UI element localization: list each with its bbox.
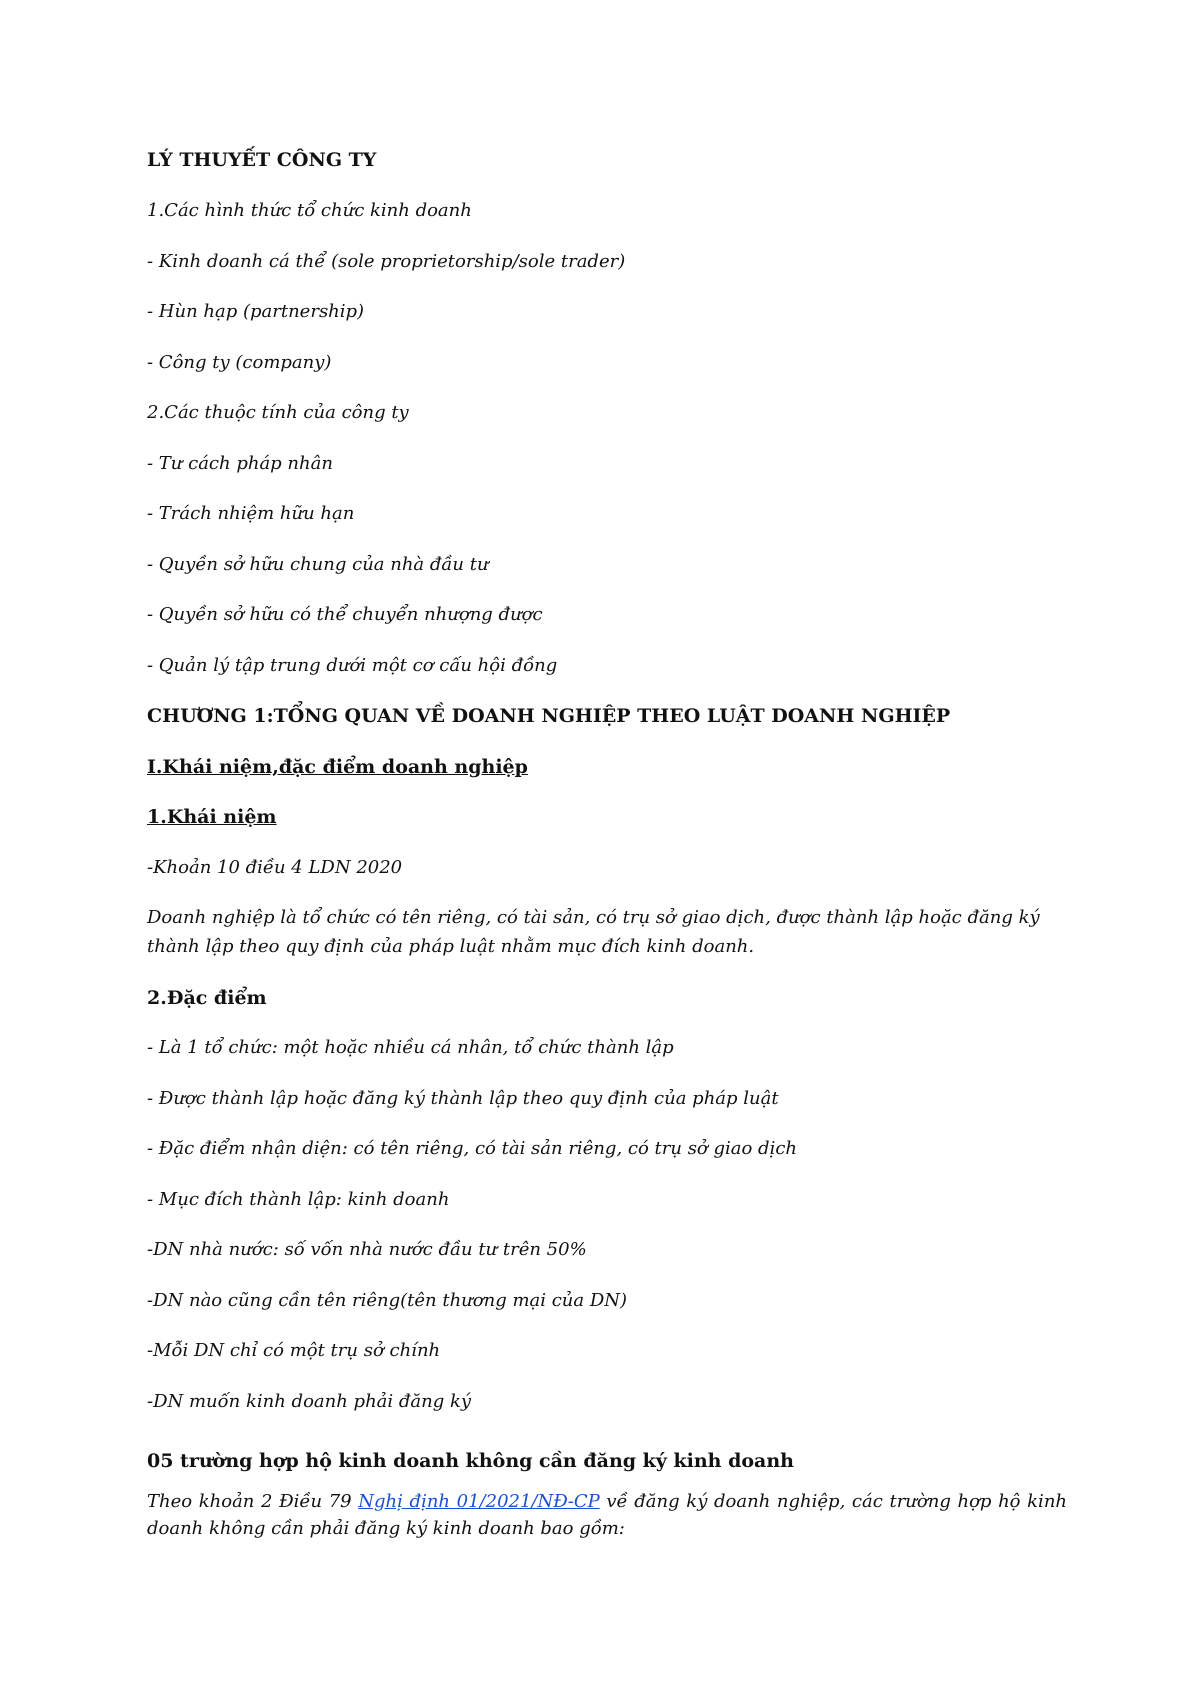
list-item: - Quản lý tập trung dưới một cơ cấu hội đồng	[147, 655, 558, 676]
cases-heading: 05 trường hợp hộ kinh doanh không cần đăng ký kinh doanh	[147, 1450, 794, 1472]
document-title: LÝ THUYẾT CÔNG TY	[147, 149, 377, 171]
list-item: - Là 1 tổ chức: một hoặc nhiều cá nhân, tổ chức thành lập	[147, 1037, 674, 1058]
section-2-heading: 2.Các thuộc tính của công ty	[147, 402, 409, 423]
list-item: -DN nhà nước: số vốn nhà nước đầu tư trên 50%	[147, 1239, 587, 1260]
concept-definition: Doanh nghiệp là tổ chức có tên riêng, có tài sản, có trụ sở giao dịch, được thành lập hoặc đăng ký thành lập theo quy định của pháp luật nhằm mục đích kinh doanh.	[147, 907, 1040, 957]
list-item: - Quyền sở hữu chung của nhà đầu tư	[147, 554, 489, 575]
list-item: - Mục đích thành lập: kinh doanh	[147, 1189, 450, 1210]
list-item: -Mỗi DN chỉ có một trụ sở chính	[147, 1340, 441, 1361]
features-heading: 2.Đặc điểm	[147, 987, 267, 1009]
list-item: -DN muốn kinh doanh phải đăng ký	[147, 1391, 472, 1412]
section-1-heading: 1.Các hình thức tổ chức kinh doanh	[147, 200, 472, 221]
cases-intro	[147, 1488, 1067, 1542]
list-item: - Hùn hạp (partnership)	[147, 301, 365, 322]
list-item: - Trách nhiệm hữu hạn	[147, 503, 355, 524]
cases-intro-after: về đăng ký doanh nghiệp, các trường hợp hộ kinh doanh không cần phải đăng ký kinh doanh bao gồm:	[147, 1491, 1068, 1539]
list-item: - Được thành lập hoặc đăng ký thành lập theo quy định của pháp luật	[147, 1088, 779, 1109]
concept-reference: -Khoản 10 điều 4 LDN 2020	[147, 857, 403, 878]
list-item: - Tư cách pháp nhân	[147, 453, 333, 474]
list-item: - Công ty (company)	[147, 352, 332, 373]
list-item: - Đặc điểm nhận diện: có tên riêng, có tài sản riêng, có trụ sở giao dịch	[147, 1138, 798, 1159]
list-item: - Quyền sở hữu có thể chuyển nhượng được	[147, 604, 543, 625]
concept-heading: 1.Khái niệm	[147, 806, 277, 828]
decree-link[interactable]: Nghị định 01/2021/NĐ-CP	[358, 1491, 600, 1512]
part-heading: I.Khái niệm,đặc điểm doanh nghiệp	[147, 756, 528, 778]
list-item: - Kinh doanh cá thể (sole proprietorship/sole trader)	[147, 251, 626, 272]
chapter-heading: CHƯƠNG 1:TỔNG QUAN VỀ DOANH NGHIỆP THEO LUẬT DOANH NGHIỆP	[147, 705, 951, 727]
list-item: -DN nào cũng cần tên riêng(tên thương mại của DN)	[147, 1290, 628, 1311]
cases-intro-before: Theo khoản 2 Điều 79	[147, 1491, 359, 1512]
